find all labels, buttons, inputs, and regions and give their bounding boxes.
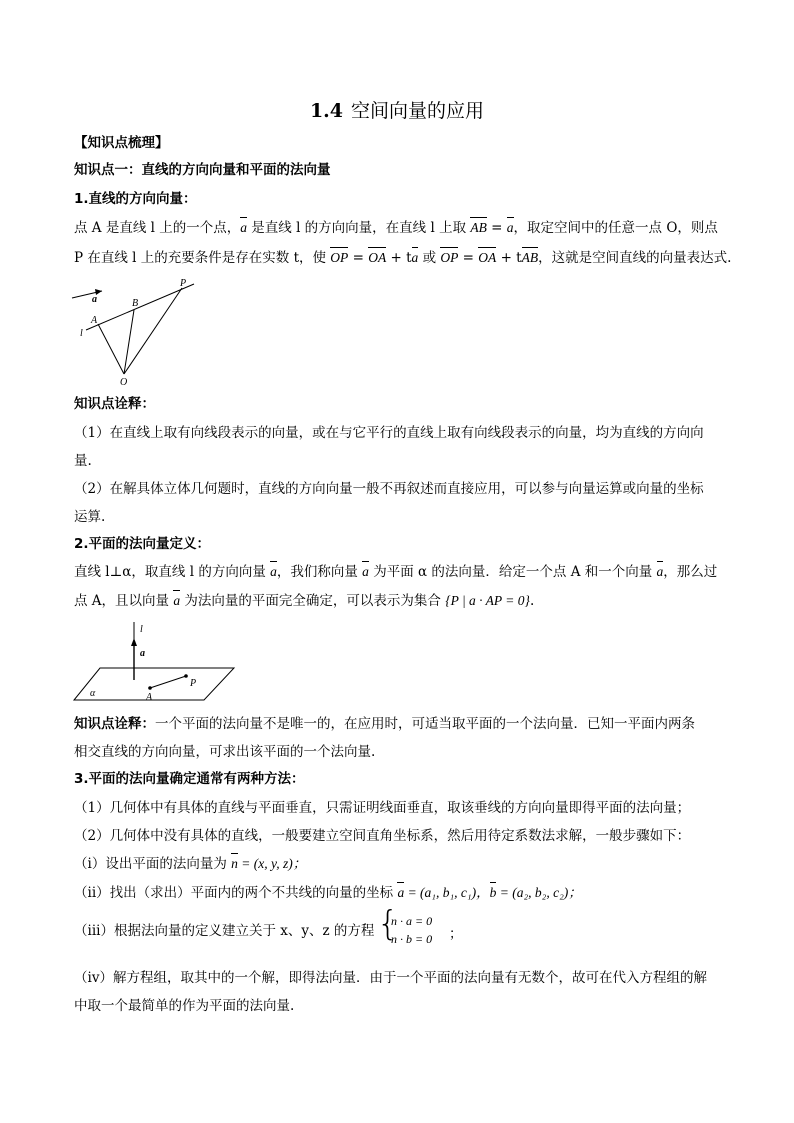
paragraph-line: 点 A，且以向量 a 为法向量的平面完全确定，可以表示为集合 {P | a · AP = 0}. [74,593,535,609]
fig1-label-a-point: A [91,315,98,326]
paragraph-line: P 在直线 l 上的充要条件是存在实数 t，使 OP = OA + ta 或 OP = OA + tAB，这就是空间直线的向量表达式. [74,250,732,266]
paragraph-line: 直线 l⊥α，取直线 l 的方向向量 a，我们称向量 a 为平面 α 的法向量．给定一个点 A 和一个向量 a，那么过 [74,564,718,580]
fig1-label-l: l [80,328,83,339]
kp1-sub1: 1.直线的方向向量： [74,191,197,207]
fig1-label-o: O [120,377,128,388]
note-head: 知识点诠释： [74,396,155,412]
equation-1: n · a = 0 [391,914,433,928]
note2-line1: （2）在解具体立体几何题时，直线的方向向量一般不再叙述而直接应用，可以参与向量运算或向量的坐标 [74,481,704,497]
fig1-label-a: a [92,294,97,305]
step-1: （i）设出平面的法向量为 n = (x, y, z)； [74,856,307,872]
kp1-heading: 知识点一：直线的方向向量和平面的法向量 [74,162,331,178]
step-4-line1: （iv）解方程组，取其中的一个解，即得法向量．由于一个平面的法向量有无数个，故可在代入方程组的解 [74,970,707,986]
kp1-sub3: 3.平面的法向量确定通常有两种方法： [74,771,305,787]
note3-line1: 知识点诠释：一个平面的法向量不是唯一的，在应用时，可适当取平面的一个法向量．已知一平面内两条 [74,716,695,732]
step-3: （iii）根据法向量的定义建立关于 x、y、z 的方程 [74,923,375,939]
fig2-label-a: a [140,648,145,659]
set-expression: {P | a · AP = 0} [445,593,530,608]
step-2: （ii）找出（求出）平面内的两个不共线的向量的坐标 a = (a₁, b₁, c₁)，b = (a₂, b₂, c₂)； [74,885,582,901]
equation-2: n · b = 0 [391,932,433,946]
method-1: （1）几何体中有具体的直线与平面垂直，只需证明线面垂直，取该垂线的方向向量即得平面的法向量； [74,800,691,816]
paragraph-line: 点 A 是直线 l 上的一个点，a 是直线 l 的方向向量，在直线 l 上取 AB = a，取定空间中的任意一点 O，则点 [74,220,718,236]
note2-line2: 运算. [74,509,106,525]
fig2-label-a-point: A [146,692,153,703]
page-title [0,96,794,123]
method-2: （2）几何体中没有具体的直线，一般要建立空间直角坐标系，然后用待定系数法求解，一般步骤如下： [74,828,691,844]
note1-line1: （1）在直线上取有向线段表示的向量，或在与它平行的直线上取有向线段表示的向量，均为直线的方向向 [74,425,704,441]
title-number: 1.4 [309,100,344,122]
fig1-label-b: B [132,298,139,309]
step-4-line2: 中取一个最简单的作为平面的法向量. [74,998,295,1014]
line-direction-figure [66,276,206,388]
fig1-label-p: P [180,278,187,289]
fig2-label-l: l [140,624,143,635]
fig2-label-alpha: α [90,688,96,699]
fig2-label-p: P [190,678,197,689]
title-text: 空间向量的应用 [351,100,485,122]
kp1-sub2: 2.平面的法向量定义： [74,536,211,552]
document-page: 1.4 空间向量的应用 【知识点梳理】 知识点一：直线的方向向量和平面的法向量 1.直线的方向向量： 点 A 是直线 l 上的一个点，a 是直线 l 的方向向量，在直线 l 上取 AB = a，取定空间中的任意一点 O，则点 P 在直线 l 上的充要条件是存在实数 t，使 OP = OA + ta 或 OP = OA + tAB，这就是空间直线的向量表达式. a B P A l O 知识点诠释： （1）在直线上取有向线段表示的向量，或在与它平行的直线上取有向线段表示的向量，均为直线的方向向 量. （2）在解具体立体几何题时，直线的方向向量一般不再叙述而直接应用，可以参与向量运算或向量的坐标 运算. 2.平面的法向量定义： 直线 l⊥α，取直线 l 的方向向量 a，我们称向量 a 为平面 α 的法向量．给定一个点 A 和一个向量 a，那么过 点 A，且以向量 a 为法向量的平面完全确定，可以表示为集合 {P | a · AP = 0}. l a α A P 知识点诠释：一个平面的法向量不是唯一的，在应用时，可适当取平面的一个法向量．已知一平面内两条 相交直线的方向向量，可求出该平面的一个法向量. 3.平面的法向量确定通常有两种方法： （1）几何体中有具体的直线与平面垂直，只需证明线面垂直，取该垂线的方向向量即得平面的法向量； （2）几何体中没有具体的直线，一般要建立空间直角坐标系，然后用待定系数法求解，一般步骤如下： （i）设出平面的法向量为 n = (x, y, z)； （ii）找出（求出）平面内的两个不共线的向量的坐标 a = (a₁, b₁, c₁)，b = (a₂, b₂, c₂)； （iii）根据法向量的定义建立关于 x、y、z 的方程 { n · a = 0 n · b = 0 ； （iv）解方程组，取其中的一个解，即得法向量．由于一个平面的法向量有无数个，故可在代入方程组的解 中取一个最简单的作为平面的法向量. [0,0,794,1123]
section-header: 【知识点梳理】 [74,135,169,151]
plane-normal-figure [72,620,236,704]
note3-line2: 相交直线的方向向量，可求出该平面的一个法向量. [74,744,376,760]
note1-line2: 量. [74,453,92,469]
